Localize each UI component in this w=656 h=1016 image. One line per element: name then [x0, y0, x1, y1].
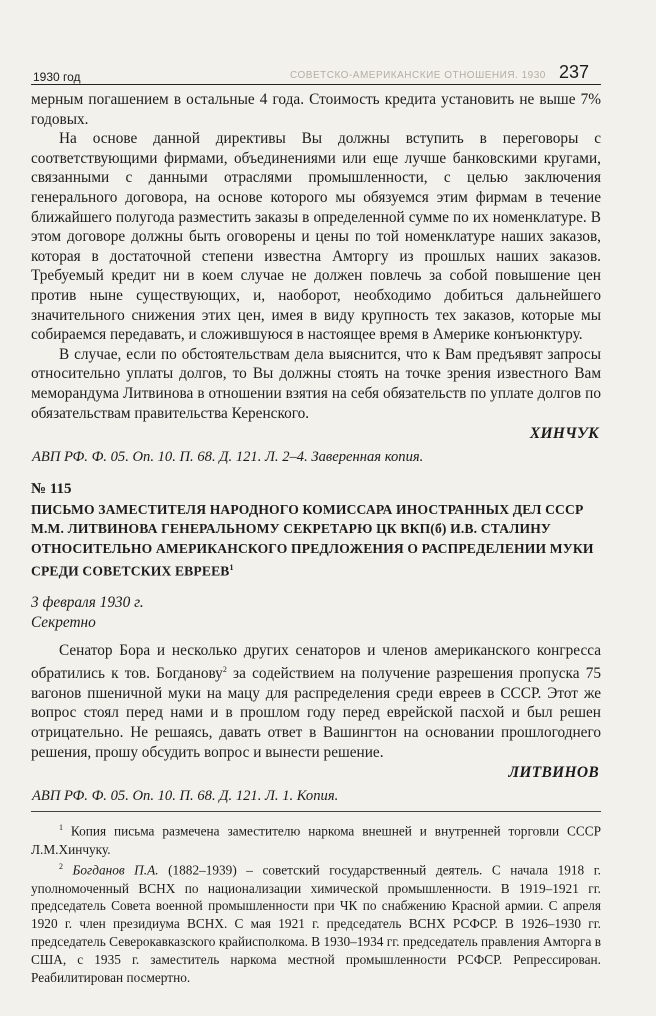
classification-label: Секретно — [31, 614, 96, 631]
running-header-year: 1930 год — [33, 70, 81, 84]
footnote-2-name: Богданов П.А. — [72, 862, 159, 878]
letter-body-part1: Сенатор Бора и несколько других сенаторов и членов американского конгресса обратились к тов. Богданову — [31, 641, 601, 683]
archive-reference-prev: АВП РФ. Ф. 05. Оп. 10. П. 68. Д. 121. Л. 2–4. Заверенная копия. — [32, 448, 424, 465]
footnote-1-text: Копия письма размечена заместителю наркома внешней и внутренней торговли СССР Л.М.Хинчуку. — [31, 823, 601, 857]
running-header-title: СОВЕТСКО-АМЕРИКАНСКИЕ ОТНОШЕНИЯ. 1930 — [290, 70, 546, 81]
page-body — [31, 90, 601, 986]
archive-reference: АВП РФ. Ф. 05. Оп. 10. П. 68. Д. 121. Л. 1. Копия. — [32, 787, 339, 804]
document-number: № 115 — [31, 481, 72, 498]
title-footnote-mark: 1 — [229, 563, 234, 573]
signature-hinchuk: ХИНЧУК — [529, 425, 599, 443]
debts-paragraph: В случае, если по обстоятельствам дела выяснится, что к Вам предъявят запросы относительно уплаты долгов, то Вы должны стоять на точке зрения известного Вам меморандума Литвинова в отношении взятия на себя обязательств по уплате долгов по обязательствам правительства Керенского. — [31, 345, 601, 422]
document-date: 3 февраля 1930 г. — [31, 594, 144, 612]
footnote-2-mark: 2 — [59, 862, 63, 872]
page-number: 237 — [559, 62, 590, 82]
document-title-text: ПИСЬМО ЗАМЕСТИТЕЛЯ НАРОДНОГО КОМИССАРА ИНОСТРАННЫХ ДЕЛ СССР М.М. ЛИТВИНОВА ГЕНЕРАЛЬНОМУ СЕКРЕТАРЮ ЦК ВКП(б) И.В. СТАЛИНУ ОТНОСИТЕЛЬНО АМЕРИКАНСКОГО ПРЕДЛОЖЕНИЯ О РАСПРЕДЕЛЕНИИ МУКИ СРЕДИ СОВЕТСКИХ ЕВРЕЕВ — [31, 501, 594, 579]
footnote-2-text: (1882–1939) – советский государственный деятель. С начала 1918 г. уполномоченный ВСНХ по национализации химической промышленности. В 1919–1921 гг. председатель Совета военной промышленности при ЧК по снабжению Красной армии. С апреля 1920 г. член президиума ВСНХ. С мая 1921 г. председатель ВСНХ РСФСР. В 1926–1930 гг. председатель Северокавказского крайисполкома. В 1930–1934 гг. председатель правления Амторга в США, с 1935 г. заместитель наркома местной промышленности РСФСР. Репрессирован. Реабилитирован посмертно. — [31, 862, 601, 985]
letter-body-part2: за содействием на получение разрешения пропуска 75 вагонов пшеничной муки на мацу для распределения среди евреев в СССР. Этот же вопрос стоял перед нами и в прошлом году перед еврейской пасхой и был решен отрицательно. Не решаясь, давать ответ в Вашингтон на основании прошлогоднего решения, прошу обсудить вопрос и вынести решение. — [31, 665, 601, 761]
header-rule — [31, 84, 601, 85]
continuation-paragraph: мерным погашением в остальные 4 года. Стоимость кредита установить не выше 7% годовых. — [31, 91, 601, 128]
letter-body — [31, 641, 601, 763]
body-footnote-mark: 2 — [222, 665, 227, 675]
footnote-1 — [31, 819, 601, 858]
signature-litvinov: ЛИТВИНОВ — [508, 764, 599, 782]
document-title — [31, 500, 601, 582]
footnote-2 — [31, 858, 601, 986]
footnote-1-mark: 1 — [59, 823, 63, 833]
directive-paragraph: На основе данной директивы Вы должны вступить в переговоры с соответствующими фирмами, объединениями или еще лучше банковскими кругами, связанными с данными отраслями промышленности, с целью заключения генерального договора, на основе которого мы обязуемся этим фирмам в течение ближайшего полугода разместить заказы в определенной сумме по их номенклатуре. В этом договоре должны быть оговорены и цены по той номенклатуре наших заказов, которая в достаточной степени известна Амторгу из прошлых наших заказов. Требуемый кредит ни в коем случае не должен повлечь за собой повышение цен против ныне существующих, и, наоборот, необходимо добиться дальнейшего значительного снижения этих цен, имея в виду крупность тех заказов, которые мы собираемся передавать, и сложившуюся в настоящее время в Америке конъюнктуру. — [31, 130, 601, 344]
footnote-rule — [31, 811, 601, 812]
